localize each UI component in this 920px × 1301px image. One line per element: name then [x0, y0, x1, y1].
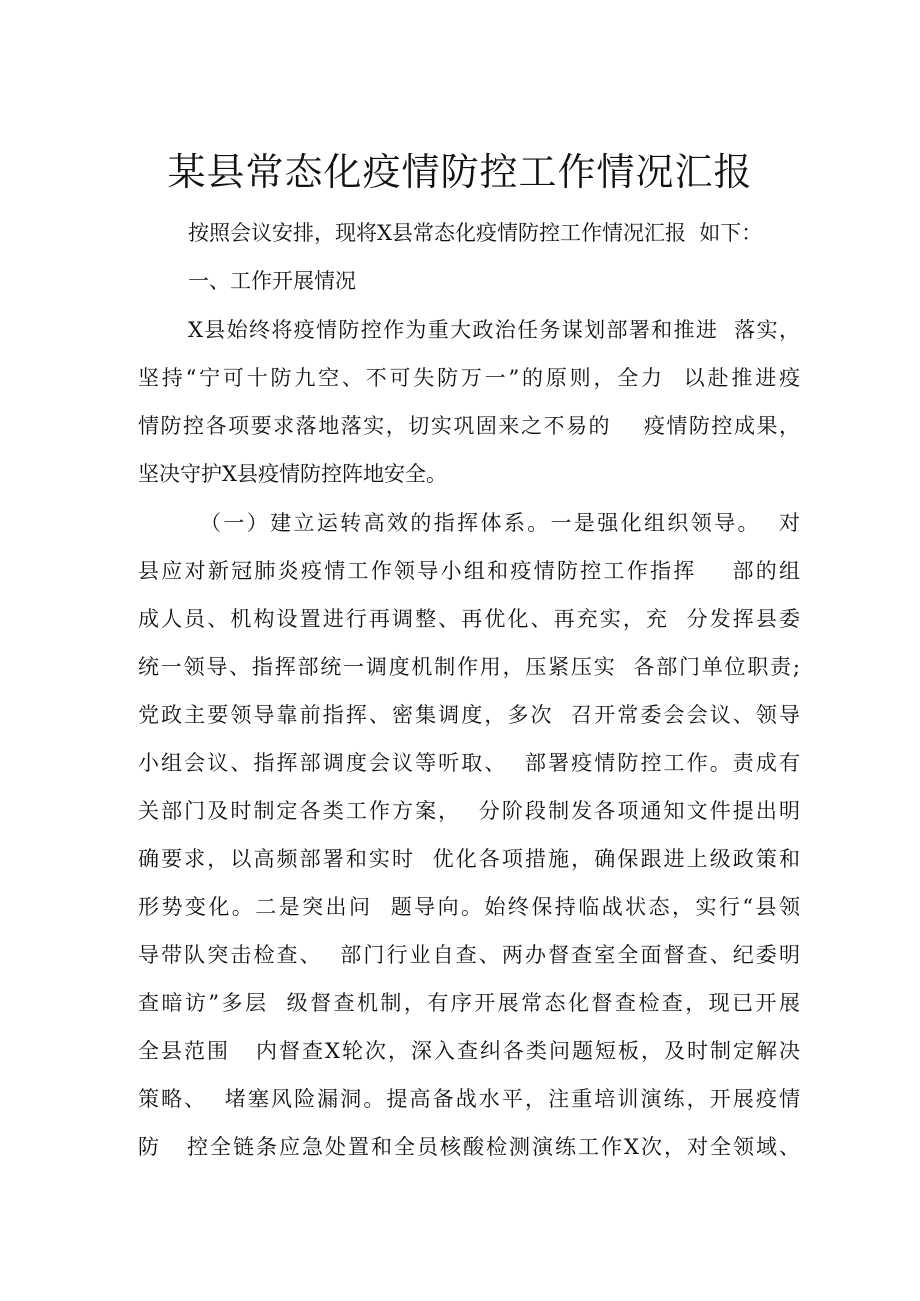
para2-line: 关部门及时制定各类工作方案， 分阶段制发各项通知文件提出明: [138, 799, 800, 823]
para1-line: 坚决守护X县疫情防控阵地安全。: [138, 462, 447, 486]
para2-line: 形势变化。二是突出问 题导向。始终保持临战状态，实行“县领: [138, 895, 800, 919]
document-title: 某县常态化疫情防控工作情况汇报: [167, 150, 753, 194]
para1-line: X县始终将疫情防控作为重大政治任务谋划部署和推进 落实，: [188, 318, 800, 342]
para1-line: 情防控各项要求落地落实，切实巩固来之不易的 疫情防控成果，: [138, 414, 800, 438]
para2-line: 策略、 堵塞风险漏洞。提高备战水平，注重培训演练，开展疫情: [138, 1087, 800, 1111]
para2-line: 党政主要领导靠前指挥、密集调度，多次 召开常委会会议、领导: [138, 703, 800, 727]
para2-line: 小组会议、指挥部调度会议等听取、 部署疫情防控工作。责成有: [138, 751, 800, 775]
para2-line: 导带队突击检查、 部门行业自查、两办督查室全面督查、纪委明: [138, 943, 800, 967]
para2-line: 成人员、机构设置进行再调整、再优化、再充实，充 分发挥县委: [138, 607, 800, 631]
para1-line: 坚持“宁可十防九空、不可失防万一”的原则，全力 以赴推进疫: [138, 366, 800, 390]
para2-line: 查暗访”多层 级督查机制，有序开展常态化督查检查，现已开展: [138, 991, 800, 1015]
para2-line: 县应对新冠肺炎疫情工作领导小组和疫情防控工作指挥 部的组: [138, 559, 800, 583]
para2-line: 全县范围 内督查X轮次，深入查纠各类问题短板，及时制定解决: [138, 1039, 800, 1063]
para2-line: 统一领导、指挥部统一调度机制作用，压紧压实 各部门单位职责;: [138, 655, 800, 679]
para2-line: （一）建立运转高效的指挥体系。一是强化组织领导。 对: [200, 511, 800, 535]
intro-line: 按照会议安排，现将X县常态化疫情防控工作情况汇报 如下：: [188, 221, 763, 245]
para2-line: 防 控全链条应急处置和全员核酸检测演练工作X次，对全领域、: [138, 1135, 800, 1159]
para2-line: 确要求，以高频部署和实时 优化各项措施，确保跟进上级政策和: [138, 847, 800, 871]
section-heading: 一、工作开展情况: [188, 269, 356, 293]
